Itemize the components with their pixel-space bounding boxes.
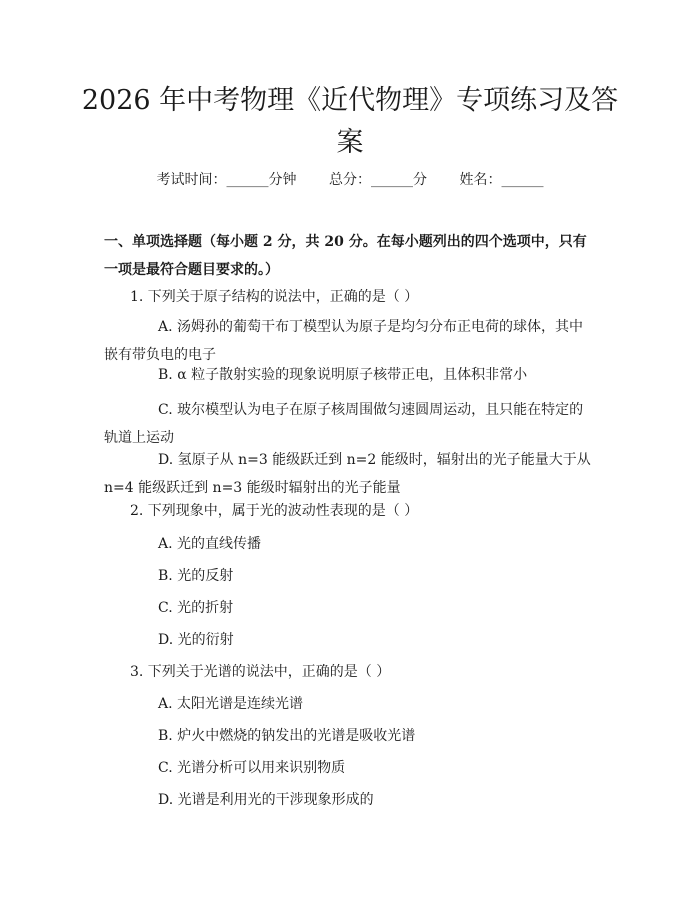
question-1-option-d: D. 氢原子从 n=3 能级跃迁到 n=2 能级时，辐射出的光子能量大于从 n=4 能级跃迁到 n=3 能级时辐射出的光子能量 (104, 452, 591, 496)
question-3-option-c: C. 光谱分析可以用来识别物质 (158, 760, 346, 776)
total-score-field: 总分：______分 (329, 172, 427, 188)
question-2-stem: 2. 下列现象中，属于光的波动性表现的是（ ） (130, 503, 419, 519)
section-heading-single-choice: 一、单项选择题（每小题 2 分，共 20 分。在每小题列出的四个选项中，只有一项是最符合题目要求的。） (104, 234, 587, 278)
question-1-stem: 1. 下列关于原子结构的说法中，正确的是（ ） (130, 289, 419, 305)
exam-meta (0, 170, 700, 190)
question-3-option-d: D. 光谱是利用光的干涉现象形成的 (158, 792, 374, 808)
question-3-option-b: B. 炉火中燃烧的钠发出的光谱是吸收光谱 (158, 728, 416, 744)
student-name-field: 姓名：______ (459, 172, 544, 188)
question-3-option-a: A. 太阳光谱是连续光谱 (158, 696, 304, 712)
question-2-option-c: C. 光的折射 (158, 600, 234, 616)
question-1-option-b: B. α 粒子散射实验的现象说明原子核带正电，且体积非常小 (158, 367, 528, 383)
question-2-option-d: D. 光的衍射 (158, 632, 234, 648)
question-1-option-a: A. 汤姆孙的葡萄干布丁模型认为原子是均匀分布正电荷的球体，其中嵌有带负电的电子 (104, 319, 584, 363)
question-3-stem: 3. 下列关于光谱的说法中，正确的是（ ） (130, 664, 391, 680)
document-title: 2026 年中考物理《近代物理》专项练习及答案 (81, 85, 619, 158)
question-2-option-b: B. 光的反射 (158, 568, 234, 584)
question-1-option-c: C. 玻尔模型认为电子在原子核周围做匀速圆周运动，且只能在特定的轨道上运动 (104, 402, 584, 446)
question-2-option-a: A. 光的直线传播 (158, 536, 262, 552)
exam-time-field: 考试时间：______分钟 (156, 172, 297, 188)
